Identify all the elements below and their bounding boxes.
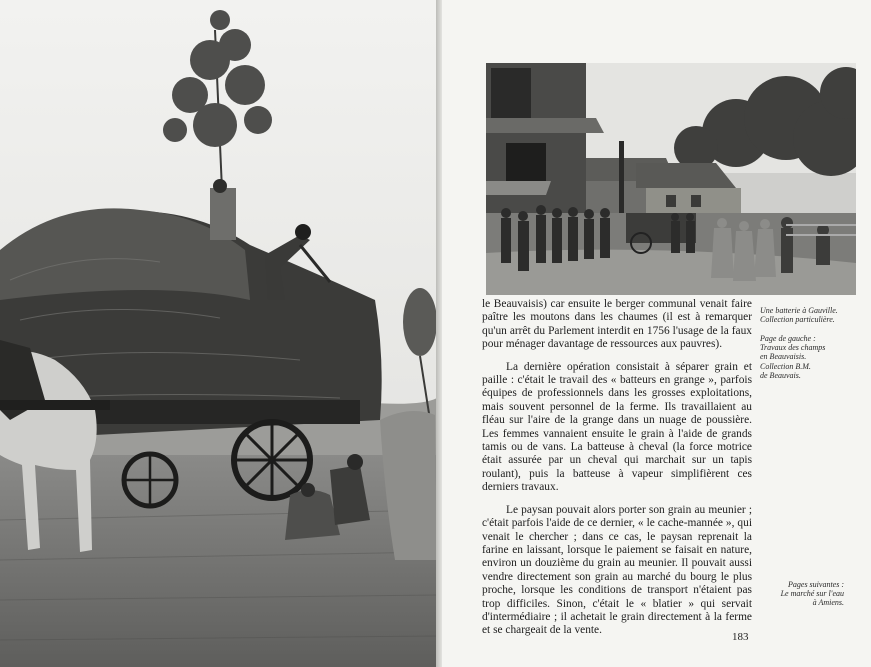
left-page-caption [760, 334, 868, 380]
photo-caption-line-2: Collection particulière. [760, 315, 835, 325]
page-number: 183 [732, 631, 749, 643]
next-pages-caption [760, 580, 844, 608]
left-page-caption-line-3: en Beauvaisis. [760, 352, 807, 362]
photo-caption-line-1: Une batterie à Gauville. [760, 306, 838, 315]
right-page [442, 0, 871, 667]
article-body [482, 298, 752, 647]
next-pages-caption-line-1: Pages suivantes : [788, 580, 844, 589]
threshing-photograph [486, 63, 856, 295]
paragraph-1: le Beauvaisis) car ensuite le berger communal venait faire paître les moutons dans les chaumes (il est à remarquer qu'un arrêt du Parlement interdit en 1756 l'usage de la faux pour ménager davantage de ressources aux pauvres). [482, 298, 752, 351]
paragraph-2: La dernière opération consistait à séparer grain et paille : c'était le travail des « batteurs en grange », parfois équipes de professionnels dans les grosses exploitations, mais souvent personnel de la ferme. Ils travaillaient au fléau sur l'aire de la grange dans un nuage de poussière. Les femmes vannaient ensuite le grain à l'aide de grands tamis ou de vans. La batteuse à cheval (la force motrice était assurée par un cheval qui marchait sur un tapis roulant), puis la batteuse à vapeur simplifièrent ces derniers travaux. [482, 360, 752, 494]
photo-caption [760, 306, 868, 324]
left-page-caption-line-4: Collection B.M. [760, 361, 811, 371]
next-pages-caption-line-2: Le marché sur l'eau [780, 589, 844, 599]
threshing-scene-image [486, 63, 856, 295]
left-page-caption-line-2: Travaux des champs [760, 343, 826, 353]
next-pages-caption-line-3: à Amiens. [812, 598, 844, 608]
left-page-caption-line-5: de Beauvais. [760, 370, 801, 380]
paragraph-3: Le paysan pouvait alors porter son grain au meunier ; c'était parfois l'aide de ce dernier, « le cache-mannée », qui venait le chercher ; dans ce cas, le paysan reprenait la farine en laissant, lorsque le paiement se faisait en nature, environ un douzième du grain au meunier. Il pouvait aussi vendre directement son grain au marché du bourg le plus proche, lorsque les conditions de transport n'étaient pas trop difficiles. Sinon, c'était le « blatier » qui servait d'intermédiaire ; il achetait le grain directement à la ferme et se chargeait de la vente. [482, 503, 752, 637]
left-page-caption-line-1: Page de gauche : [760, 334, 816, 343]
